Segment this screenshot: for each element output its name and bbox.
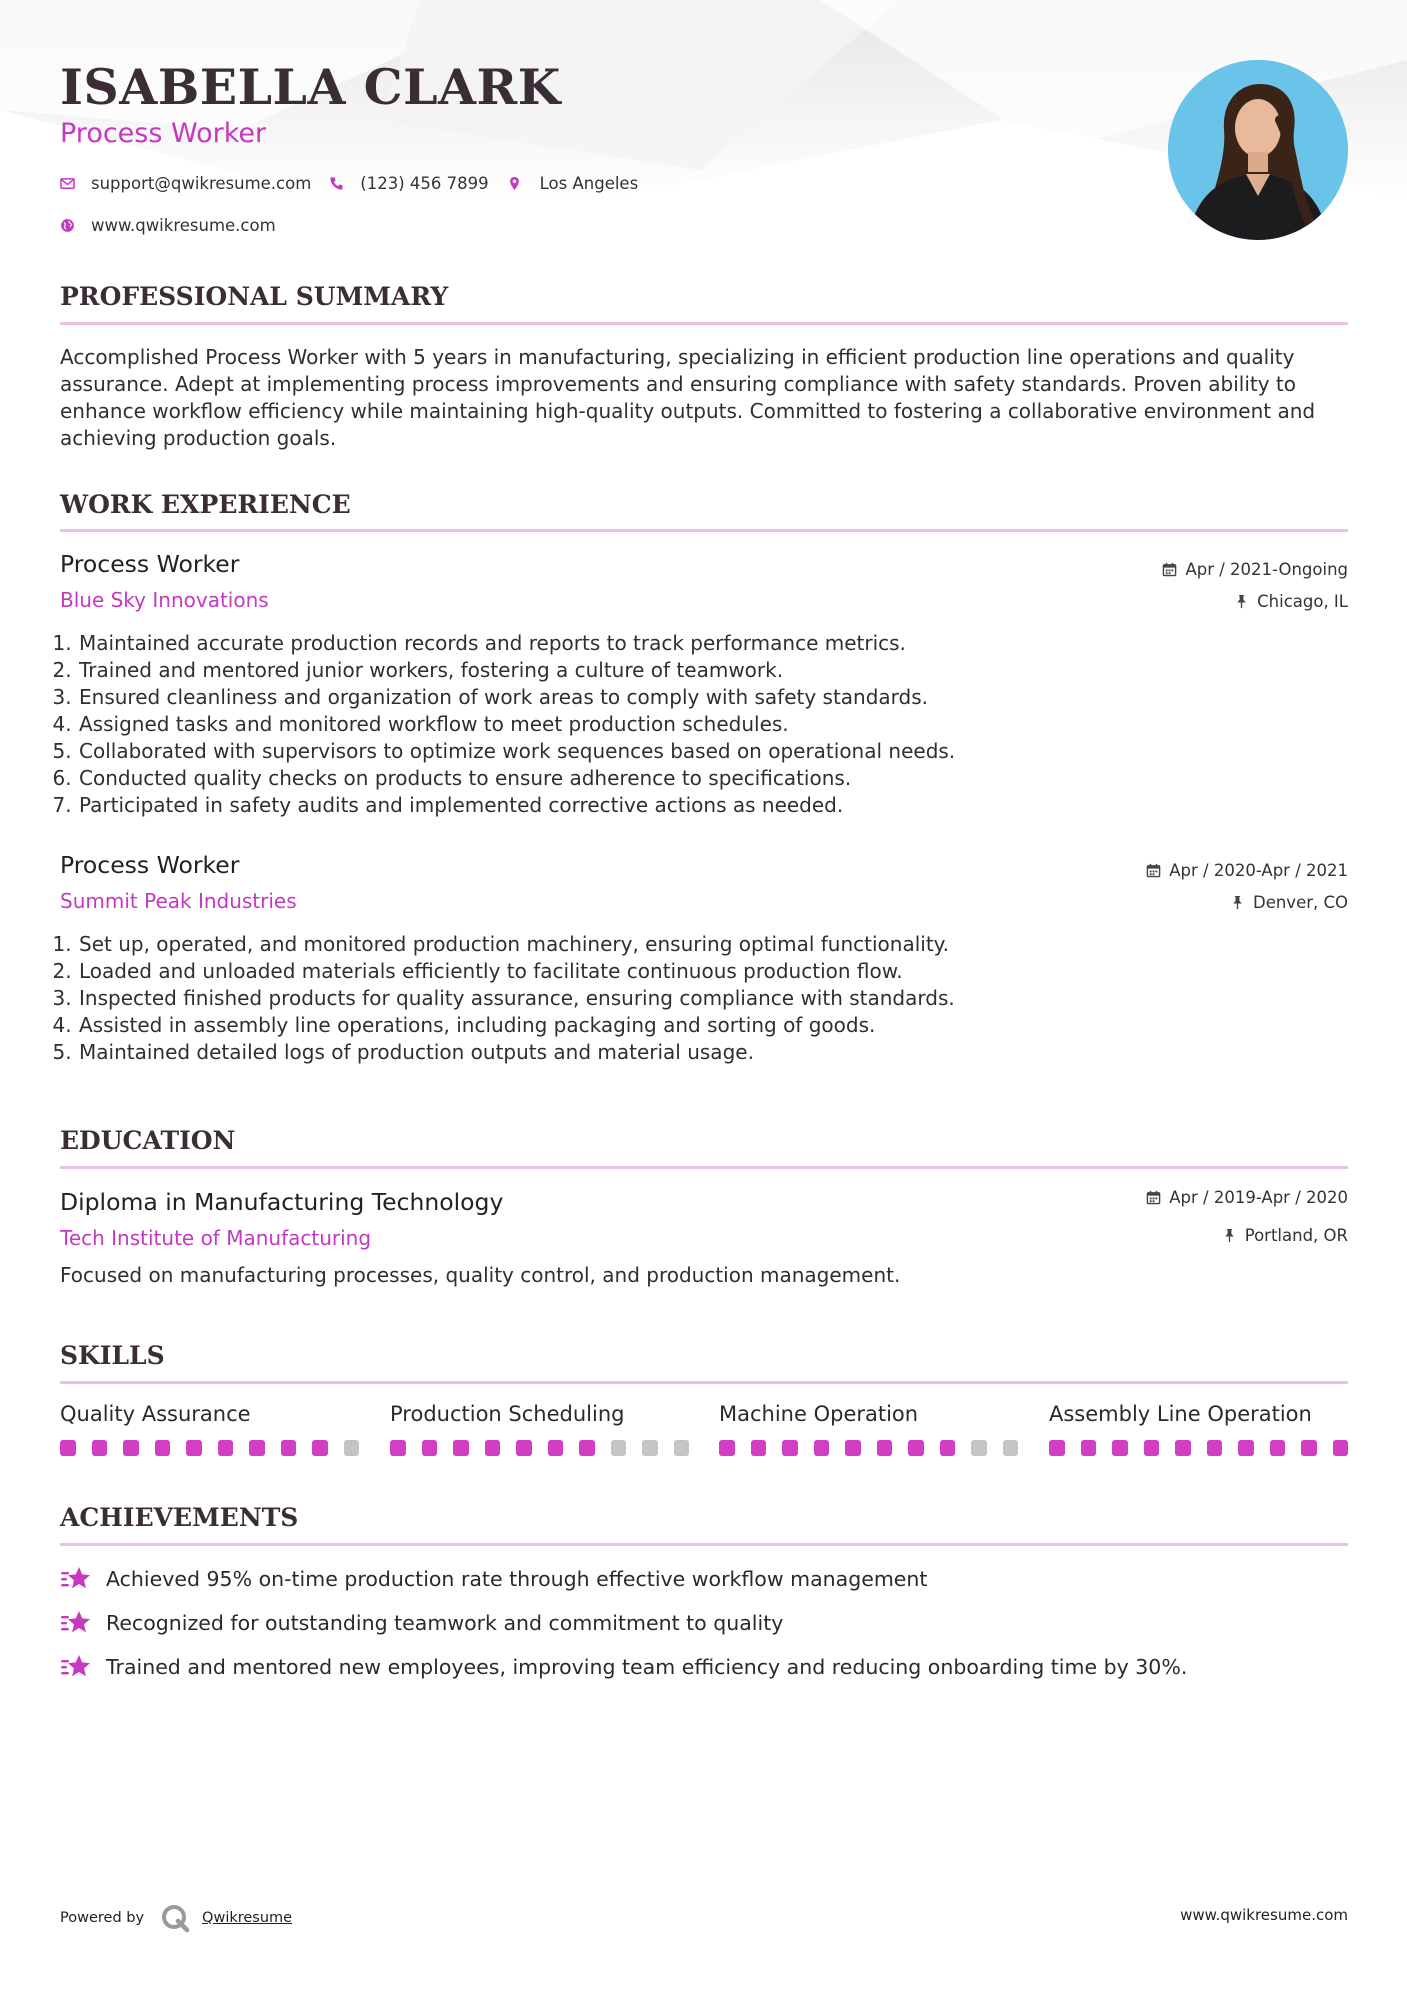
pin-icon	[1234, 594, 1249, 609]
skill-dot-filled	[548, 1440, 564, 1456]
email-link[interactable]: support@qwikresume.com	[91, 174, 312, 193]
list-item: 1. Set up, operated, and monitored production machinery, ensuring optimal functionality.	[78, 931, 1368, 958]
achievement-text: Achieved 95% on-time production rate through effective workflow management	[106, 1567, 928, 1591]
list-item: 1. Maintained accurate production records and reports to track performance metrics.	[78, 630, 1368, 657]
globe-icon	[60, 218, 75, 233]
experience-heading: WORK EXPERIENCE	[60, 490, 351, 519]
skill-dot-filled	[1144, 1440, 1160, 1456]
section-divider	[60, 1166, 1348, 1169]
skill-dot-filled	[155, 1440, 171, 1456]
achievement-text: Recognized for outstanding teamwork and commitment to quality	[106, 1611, 784, 1635]
achievement-text: Trained and mentored new employees, improving team efficiency and reducing onboarding time by 30%.	[106, 1655, 1188, 1679]
envelope-icon	[60, 176, 75, 191]
company-name: Summit Peak Industries	[60, 889, 297, 913]
section-divider	[60, 1381, 1348, 1384]
skill-dot-filled	[422, 1440, 438, 1456]
skills-heading: SKILLS	[60, 1341, 165, 1370]
skill-dot-filled	[1112, 1440, 1128, 1456]
job-location	[1234, 592, 1348, 611]
job-responsibilities	[52, 630, 1368, 819]
list-item: 3. Ensured cleanliness and organization of work areas to comply with safety standards.	[78, 684, 1368, 711]
company-name: Blue Sky Innovations	[60, 588, 269, 612]
job-title: Process Worker	[60, 550, 240, 578]
candidate-role: Process Worker	[60, 118, 267, 149]
list-item: 5. Collaborated with supervisors to optimize work sequences based on operational needs.	[78, 738, 1368, 765]
skill-dot-filled	[390, 1440, 406, 1456]
job-dates-text: Apr / 2020-Apr / 2021	[1169, 861, 1348, 880]
website-link[interactable]: www.qwikresume.com	[91, 216, 276, 235]
skill-dot-empty	[344, 1440, 360, 1456]
job-responsibilities	[52, 931, 1368, 1066]
list-item: 2. Trained and mentored junior workers, fostering a culture of teamwork.	[78, 657, 1368, 684]
profile-photo	[1168, 60, 1348, 240]
section-divider	[60, 529, 1348, 532]
job-dates	[1146, 861, 1348, 880]
skill-dot-filled	[845, 1440, 861, 1456]
skill-item	[60, 1402, 360, 1456]
skill-dot-filled	[249, 1440, 265, 1456]
qwikresume-logo-icon	[160, 1903, 190, 1933]
list-item: 5. Maintained detailed logs of production outputs and material usage.	[78, 1039, 1368, 1066]
job-location	[1230, 893, 1348, 912]
pin-icon	[1222, 1228, 1237, 1243]
skill-dot-filled	[1175, 1440, 1191, 1456]
candidate-name: ISABELLA CLARK	[60, 58, 561, 116]
skill-name: Machine Operation	[719, 1402, 919, 1426]
skill-dot-filled	[453, 1440, 469, 1456]
skill-dot-filled	[877, 1440, 893, 1456]
website-row	[60, 216, 276, 235]
star-icon	[60, 1653, 92, 1681]
skill-item	[719, 1402, 1019, 1456]
skill-dot-filled	[782, 1440, 798, 1456]
skill-dot-filled	[814, 1440, 830, 1456]
skill-rating	[1049, 1440, 1349, 1456]
achievement-item	[60, 1565, 927, 1593]
skill-item	[390, 1402, 690, 1456]
summary-text: Accomplished Process Worker with 5 years in manufacturing, specializing in efficient production line operations and quality assurance. Adept at implementing process improvements and ensuring compliance with safety standards. Proven ability to enhance workflow efficiency while maintaining high-quality outputs. Committed to fostering a collaborative environment and achieving production goals.	[60, 345, 1316, 450]
list-item: 6. Conducted quality checks on products to ensure adherence to specifications.	[78, 765, 1368, 792]
section-divider	[60, 322, 1348, 325]
map-pin-icon	[507, 176, 522, 191]
star-icon	[60, 1565, 92, 1593]
job-location-text: Denver, CO	[1252, 893, 1348, 912]
skill-dot-filled	[1238, 1440, 1254, 1456]
star-icon	[60, 1609, 92, 1637]
calendar-icon	[1146, 863, 1161, 878]
job-dates	[1162, 560, 1348, 579]
section-divider	[60, 1543, 1348, 1546]
skill-dot-filled	[1207, 1440, 1223, 1456]
skill-dot-filled	[751, 1440, 767, 1456]
skill-dot-filled	[579, 1440, 595, 1456]
school-name: Tech Institute of Manufacturing	[60, 1226, 372, 1250]
education-dates	[1146, 1188, 1348, 1207]
skill-dot-filled	[186, 1440, 202, 1456]
skill-dot-empty	[642, 1440, 658, 1456]
list-item: 4. Assisted in assembly line operations, including packaging and sorting of goods.	[78, 1012, 1368, 1039]
skill-dot-filled	[1333, 1440, 1349, 1456]
list-item: 2. Loaded and unloaded materials efficiently to facilitate continuous production flow.	[78, 958, 1368, 985]
skill-dot-filled	[218, 1440, 234, 1456]
pin-icon	[1230, 895, 1245, 910]
skill-dot-filled	[1081, 1440, 1097, 1456]
skill-name: Quality Assurance	[60, 1402, 251, 1426]
calendar-icon	[1162, 562, 1177, 577]
achievement-item	[60, 1609, 783, 1637]
skill-dot-filled	[908, 1440, 924, 1456]
education-location	[1222, 1226, 1348, 1245]
footer-website-link[interactable]: www.qwikresume.com	[1180, 1906, 1348, 1924]
education-location-text: Portland, OR	[1244, 1226, 1348, 1245]
phone-number[interactable]: (123) 456 7899	[360, 174, 489, 193]
skill-dot-filled	[485, 1440, 501, 1456]
job-location-text: Chicago, IL	[1257, 592, 1348, 611]
skill-item	[1049, 1402, 1349, 1456]
skill-dot-empty	[1003, 1440, 1019, 1456]
skill-dot-filled	[123, 1440, 139, 1456]
skill-dot-filled	[516, 1440, 532, 1456]
powered-by-label: Powered by	[60, 1910, 145, 1926]
skill-dot-filled	[60, 1440, 76, 1456]
skill-dot-empty	[611, 1440, 627, 1456]
skill-dot-filled	[1270, 1440, 1286, 1456]
job-dates-text: Apr / 2021-Ongoing	[1185, 560, 1348, 579]
skill-dot-empty	[971, 1440, 987, 1456]
skill-rating	[60, 1440, 360, 1456]
degree-title: Diploma in Manufacturing Technology	[60, 1188, 504, 1216]
summary-heading: PROFESSIONAL SUMMARY	[60, 282, 449, 311]
phone-icon	[329, 176, 344, 191]
skill-dot-filled	[1301, 1440, 1317, 1456]
skill-dot-filled	[281, 1440, 297, 1456]
skill-dot-filled	[719, 1440, 735, 1456]
contact-row	[60, 174, 638, 193]
education-heading: EDUCATION	[60, 1126, 236, 1155]
skill-rating	[719, 1440, 1019, 1456]
skill-dot-filled	[1049, 1440, 1065, 1456]
footer-powered-by	[60, 1903, 292, 1933]
qwikresume-link[interactable]: Qwikresume	[202, 1910, 293, 1926]
list-item: 3. Inspected finished products for quality assurance, ensuring compliance with standards.	[78, 985, 1368, 1012]
list-item: 7. Participated in safety audits and implemented corrective actions as needed.	[78, 792, 1368, 819]
skill-dot-empty	[674, 1440, 690, 1456]
skill-name: Assembly Line Operation	[1049, 1402, 1312, 1426]
job-title: Process Worker	[60, 851, 240, 879]
calendar-icon	[1146, 1190, 1161, 1205]
skill-dot-filled	[312, 1440, 328, 1456]
achievements-heading: ACHIEVEMENTS	[60, 1503, 299, 1532]
achievement-item	[60, 1653, 1187, 1681]
skill-name: Production Scheduling	[390, 1402, 625, 1426]
location-text: Los Angeles	[539, 174, 639, 193]
education-description: Focused on manufacturing processes, quality control, and production management.	[60, 1263, 901, 1287]
education-dates-text: Apr / 2019-Apr / 2020	[1169, 1188, 1348, 1207]
skill-dot-filled	[92, 1440, 108, 1456]
skill-dot-filled	[940, 1440, 956, 1456]
skill-rating	[390, 1440, 690, 1456]
list-item: 4. Assigned tasks and monitored workflow to meet production schedules.	[78, 711, 1368, 738]
